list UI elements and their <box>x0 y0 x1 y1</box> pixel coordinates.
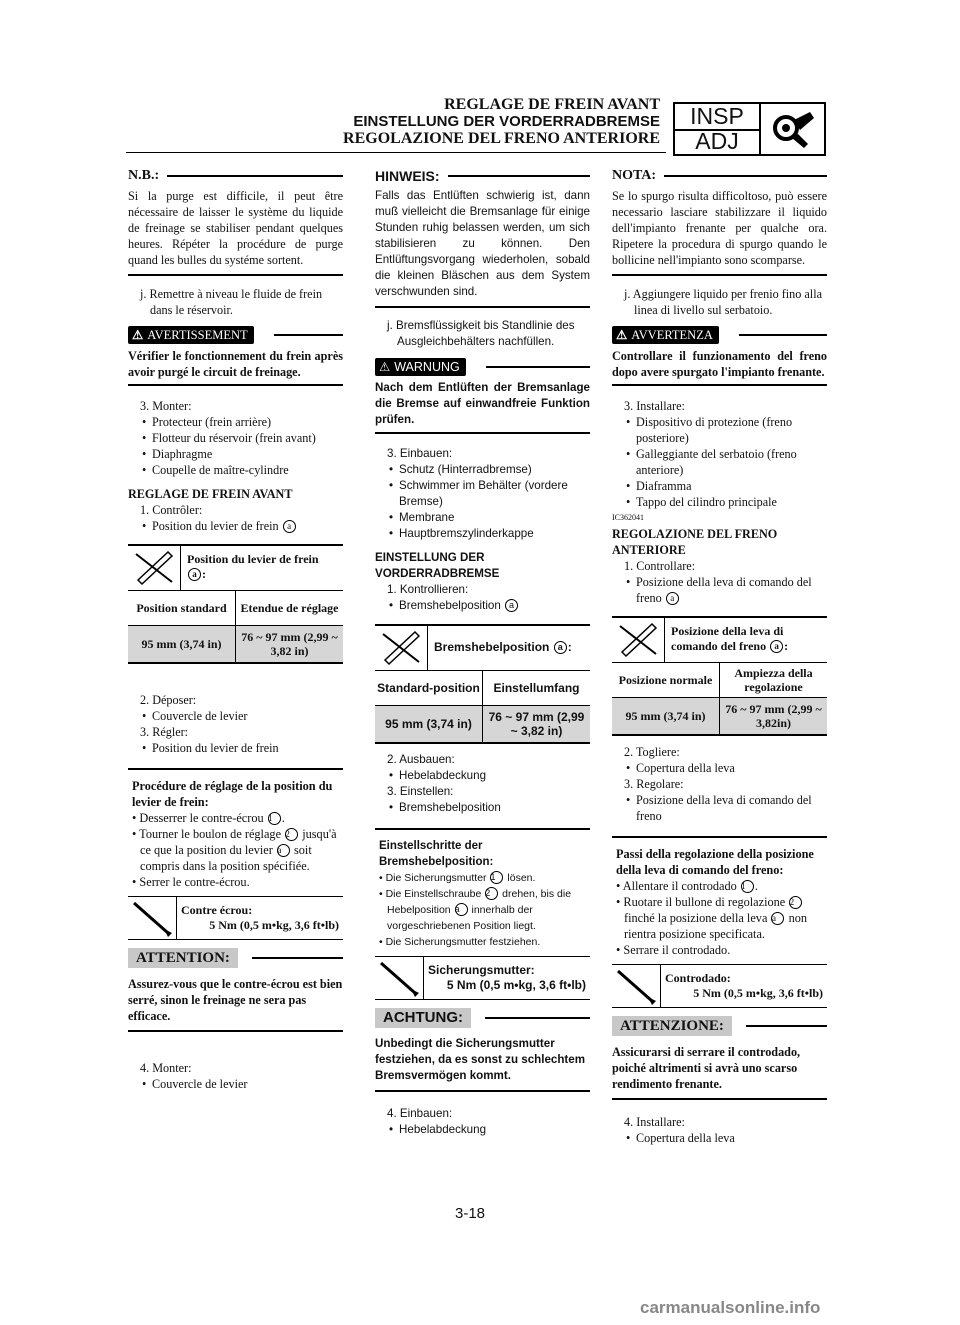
spec-header-2: Etendue de réglage <box>236 591 344 626</box>
step-3: 3. Monter: <box>140 399 192 413</box>
list-item: • Copertura della leva <box>612 1130 827 1146</box>
step-1-item: Position du levier de frein <box>152 519 279 533</box>
step-j: j. Bremsflüssigkeit bis Standlinie des Ausgleichbehälters nachfüllen. <box>387 319 575 348</box>
caution-box <box>375 1008 590 1092</box>
procedure-title: Einstellschritte der Bremshebelposition: <box>379 840 494 868</box>
step-j: j. Aggiungere liquido per frenio fino alla linea di livello sul serbatoio. <box>624 287 822 317</box>
list-item: • Protecteur (frein arrière) <box>128 414 343 430</box>
list-item: • Schutz (Hinterradbremse) <box>375 462 590 478</box>
list-item: • Coupelle de maître-cylindre <box>128 462 343 478</box>
spec-value-2: 76 ~ 97 mm (2,99 ~ 3,82 in) <box>483 706 591 743</box>
wrench-icon <box>770 110 816 150</box>
warning-text: Vérifier le fonctionnement du frein après avoir purgé le circuit de freinage. <box>128 349 343 379</box>
spec-table: Position du levier de frein a : Position standard Etendue de réglage 95 mm (3,74 in) 76 ~ 97 mm (2,99 ~ 3,82 in) <box>128 544 343 664</box>
caution-text: Assurez-vous que le contre-écrou est bien serré, sinon le freinage ne sera pas efficace. <box>128 977 343 1023</box>
spec-value-1: 95 mm (3,74 in) <box>128 626 236 663</box>
list-item: • Posizione della leva di comando del freno <box>612 792 827 824</box>
step-4: 4. Installare: <box>624 1115 685 1129</box>
install-list <box>375 462 590 542</box>
warning-tag: ⚠ WARNUNG <box>375 358 466 376</box>
badge-adj: ADJ <box>675 129 761 154</box>
note-label: NOTA: <box>612 168 657 183</box>
step-1-item: Bremshebelposition <box>399 599 501 612</box>
spec-header-2: Ampiezza della regolazione <box>720 663 828 698</box>
procedure-title: Passi della regolazione della posizione della leva di comando del freno: <box>616 847 814 877</box>
header-title-fr: REGLAGE DE FREIN AVANT <box>444 96 660 113</box>
step-1: 1. Controllare: <box>624 559 696 573</box>
spec-value-1: 95 mm (3,74 in) <box>612 698 720 735</box>
spec-title: Posizione della leva di comando del freno <box>671 624 784 653</box>
caution-box <box>128 948 343 1032</box>
header-rule <box>126 152 666 153</box>
warning-icon: ⚠ <box>132 328 144 342</box>
caution-label: ATTENZIONE: <box>612 1016 732 1036</box>
footer-watermark: carmanualsonline.info <box>640 1298 821 1317</box>
torque-spec: Contre écrou: 5 Nm (0,5 m•kg, 3,6 ft•lb) <box>128 896 343 940</box>
warning-tag: ⚠ AVVERTENZA <box>612 326 719 344</box>
note-text: Se lo spurgo risulta difficoltoso, può essere necessario lasciare stabilizzare il liquido dell'impianto frenante per qualche ora. Ripetere la procedura di spurgo quando le bollicine nell'impianto sono scomparse. <box>612 189 827 267</box>
procedure-box: Procédure de réglage de la position du levier de frein: • Desserrer le contre-écrou 1 . • Tourner le boulon de réglage 2 jusqu'à ce que la position du levier a soit compris dans la position spécifiée. • Serrer le contre-écrou. Contre écrou: 5 Nm (0,5 m•kg, 3,6 ft•lb) ATTENTION: Assurez-vous que le contre-écrou est bien serré, sinon le freinage ne sera pas efficace. <box>128 768 343 1032</box>
caution-label: ATTENTION: <box>128 948 238 968</box>
section-badge <box>673 102 826 156</box>
list-item: • Schwimmer im Behälter (vordere Bremse) <box>375 478 590 510</box>
list-item: • Flotteur du réservoir (frein avant) <box>128 430 343 446</box>
section-title: REGLAGE DE FREIN AVANT <box>128 487 293 501</box>
note-text: Falls das Entlüften schwierig ist, dann muß vielleicht die Bremsanlage für einige Stunden ruhig belassen werden, um sich stabilisieren zu können. Den Entlüftungsvorgang wiederholen, sobald die kleinen Bläschen aus dem System verschwunden sind. <box>375 189 590 298</box>
section-title: REGOLAZIONE DEL FRENO ANTERIORE <box>612 527 778 557</box>
caution-label: ACHTUNG: <box>375 1008 471 1028</box>
list-item: • Couvercle de levier <box>128 1076 343 1092</box>
spec-header-1: Posizione normale <box>612 663 720 698</box>
note-box <box>128 168 343 276</box>
warning-icon: ⚠ <box>379 360 391 374</box>
install-list <box>612 414 827 510</box>
step-j: j. Remettre à niveau le fluide de frein dans le réservoir. <box>140 287 323 317</box>
procedure-title: Procédure de réglage de la position du levier de frein: <box>132 779 333 809</box>
step-2: 2. Ausbauen: <box>387 753 455 766</box>
warning-box <box>128 326 343 386</box>
step-2: 2. Togliere: <box>624 745 680 759</box>
column-italian: NOTA: Se lo spurgo risulta difficoltoso, può essere necessario lasciare stabilizzare il liquido dell'impianto frenante per qualche ora. Ripetere la procedura di spurgo quando le bollicine nell'impianto sono scomparse. j. Aggiungere liquido per frenio fino alla linea di livello sul serbatoio. ⚠ AVVERTENZA Controllare il funzionamento del freno dopo avere spurgato l'impianto frenante. 3. Installare: • Dispositivo di protezione (freno posteriore) • Galleggiante del serbatoio (freno anteriore) • Diaframma • Tappo del cilindro principale IC362041 REGOLAZIONE DEL FRENO ANTERIORE 1. Controllare: • Posizione della leva di comando del freno a Posizione della leva di comando del freno a : Posizione normale Ampiezza della regolazione 95 mm (3,74 in) 76 ~ 97 mm (2,99 ~ 3,82in) 2. Togliere: • Copertura della leva 3. Regolare: • Posizione della leva di comando del freno Passi della regolazione della posizione della leva di comando del freno: • Allentare il controdado 1 . • Ruotare il bullone di regolazione 2 finché la posizione della leva a non rientra posizione specificata. • Serrare il controdado. Controdado: 5 Nm (0,5 m•kg, 3,6 ft•lb) ATTENZIONE: Assicurarsi di serrare il controdado, poiché altrimenti si avrà uno scarso rendimento frenante. 4. Installare: • Copertura della leva <box>612 168 827 1146</box>
procedure-box: Passi della regolazione della posizione della leva di comando del freno: • Allentare il controdado 1 . • Ruotare il bullone di regolazione 2 finché la posizione della leva a non rientra posizione specificata. • Serrare il controdado. Controdado: 5 Nm (0,5 m•kg, 3,6 ft•lb) ATTENZIONE: Assicurarsi di serrare il controdado, poiché altrimenti si avrà uno scarso rendimento frenante. <box>612 836 827 1100</box>
header-title-de: EINSTELLUNG DER VORDERRADBREMSE <box>353 113 660 130</box>
list-item: • Copertura della leva <box>612 760 827 776</box>
warning-tag: ⚠ AVERTISSEMENT <box>128 326 254 344</box>
caution-box <box>612 1016 827 1100</box>
list-item: • Couvercle de levier <box>128 708 343 724</box>
list-item: • Dispositivo di protezione (freno posteriore) <box>612 414 827 446</box>
torque-wrench-icon <box>375 957 423 999</box>
warning-box <box>612 326 827 386</box>
step-3b: 3. Einstellen: <box>387 785 454 798</box>
spec-value-2: 76 ~ 97 mm (2,99 ~ 3,82in) <box>720 698 828 735</box>
warning-text: Nach dem Entlüften der Bremsanlage die Bremse auf einwandfreie Funktion prüfen. <box>375 381 590 426</box>
list-item: • Galleggiante del serbatoio (freno anteriore) <box>612 446 827 478</box>
step-4: 4. Einbauen: <box>387 1107 453 1120</box>
step-3b: 3. Régler: <box>140 725 189 739</box>
list-item: • Bremshebelposition <box>375 800 590 816</box>
list-item: • Position du levier de frein <box>128 740 343 756</box>
list-item: • Diaphragme <box>128 446 343 462</box>
caution-text: Unbedingt die Sicherungsmutter festziehen, da es sonst zu schlechtem Bremsvermögen kommt. <box>375 1037 586 1082</box>
measure-icon <box>612 618 664 662</box>
note-box <box>612 168 827 276</box>
badge-insp: INSP <box>675 104 761 131</box>
spec-header-1: Standard-position <box>375 671 483 706</box>
torque-spec: Controdado: 5 Nm (0,5 m•kg, 3,6 ft•lb) <box>612 964 827 1008</box>
list-item: • Hauptbremszylinderkappe <box>375 526 590 542</box>
torque-wrench-icon <box>128 897 176 939</box>
note-text: Si la purge est difficile, il peut être nécessaire de laisser le système du liquide de freinage se stabiliser pendant quelques heures. Répéter la procédure de purge quand les bulles du systéme sortent. <box>128 189 343 267</box>
note-box <box>375 168 590 308</box>
procedure-box: Einstellschritte der Bremshebelposition: • Die Sicherungsmutter 1 lösen. • Die Einstellschraube 2 drehen, bis die Hebelposition a innerhalb der vorgeschriebenen Position liegt. • Die Sicherungsmutter festziehen. Sicherungsmutter: 5 Nm (0,5 m•kg, 3,6 ft•lb) ACHTUNG: Unbedingt die Sicherungsmutter festziehen, da es sonst zu schlechtem Bremsvermögen kommt. <box>375 828 590 1092</box>
warning-icon: ⚠ <box>616 328 628 342</box>
list-item: • Hebelabdeckung <box>375 768 590 784</box>
warning-box <box>375 358 590 434</box>
step-3: 3. Einbauen: <box>387 447 453 460</box>
torque-wrench-icon <box>612 965 660 1007</box>
section-code: IC362041 <box>612 513 644 522</box>
caution-text: Assicurarsi di serrare il controdado, poiché altrimenti si avrà uno scarso rendimento frenante. <box>612 1045 801 1091</box>
list-item: • Membrane <box>375 510 590 526</box>
step-1: 1. Kontrollieren: <box>387 583 469 596</box>
measure-icon <box>128 546 180 590</box>
step-2: 2. Déposer: <box>140 693 197 707</box>
spec-title: Position du levier de frein <box>187 552 319 566</box>
step-4: 4. Monter: <box>140 1061 192 1075</box>
install-list <box>128 414 343 478</box>
torque-spec: Sicherungsmutter: 5 Nm (0,5 m•kg, 3,6 ft•lb) <box>375 956 590 1000</box>
note-label: HINWEIS: <box>375 168 440 184</box>
step-1-item: Posizione della leva di comando del freno <box>636 575 812 605</box>
column-german: HINWEIS: Falls das Entlüften schwierig ist, dann muß vielleicht die Bremsanlage für einige Stunden ruhig belassen werden, um sich stabilisieren zu können. Den Entlüftungsvorgang wiederholen, sobald die kleinen Bläschen aus dem System verschwunden sind. j. Bremsflüssigkeit bis Standlinie des Ausgleichbehälters nachfüllen. ⚠ WARNUNG Nach dem Entlüften der Bremsanlage die Bremse auf einwandfreie Funktion prüfen. 3. Einbauen: • Schutz (Hinterradbremse) • Schwimmer im Behälter (vordere Bremse) • Membrane • Hauptbremszylinderkappe EINSTELLUNG DER VORDERRADBREMSE 1. Kontrollieren: • Bremshebelposition a Bremshebelposition a : Standard-position Einstellumfang 95 mm (3,74 in) 76 ~ 97 mm (2,99 ~ 3,82 in) 2. Ausbauen: • Hebelabdeckung 3. Einstellen: • Bremshebelposition Einstellschritte der Bremshebelposition: • Die Sicherungsmutter 1 lösen. • Die Einstellschraube 2 drehen, bis die Hebelposition a innerhalb der vorgeschriebenen Position liegt. • Die Sicherungsmutter festziehen. Sicherungsmutter: 5 Nm (0,5 m•kg, 3,6 ft•lb) ACHTUNG: Unbedingt die Sicherungsmutter festziehen, da es sonst zu schlechtem Bremsvermögen kommt. 4. Einbauen: • Hebelabdeckung <box>375 168 590 1138</box>
page-header <box>300 96 660 147</box>
column-french: N.B.: Si la purge est difficile, il peut être nécessaire de laisser le système du liquide de freinage se stabiliser pendant quelques heures. Répéter la procédure de purge quand les bulles du systéme sortent. j. Remettre à niveau le fluide de frein dans le réservoir. ⚠ AVERTISSEMENT Vérifier le fonctionnement du frein après avoir purgé le circuit de freinage. 3. Monter: • Protecteur (frein arrière) • Flotteur du réservoir (frein avant) • Diaphragme • Coupelle de maître-cylindre REGLAGE DE FREIN AVANT 1. Contrôler: • Position du levier de frein a Position du levier de frein a : Position standard Etendue de réglage 95 mm (3,74 in) 76 ~ 97 mm (2,99 ~ 3,82 in) 2. Déposer: • Couvercle de levier 3. Régler: • Position du levier de frein Procédure de réglage de la position du levier de frein: • Desserrer le contre-écrou 1 . • Tourner le boulon de réglage 2 jusqu'à ce que la position du levier a soit compris dans la position spécifiée. • Serrer le contre-écrou. Contre écrou: 5 Nm (0,5 m•kg, 3,6 ft•lb) ATTENTION: Assurez-vous que le contre-écrou est bien serré, sinon le freinage ne sera pas efficace. 4. Monter: • Couvercle de levier <box>128 168 343 1092</box>
step-1: 1. Contrôler: <box>140 503 203 517</box>
spec-value-1: 95 mm (3,74 in) <box>375 706 483 743</box>
spec-header-2: Einstellumfang <box>483 671 591 706</box>
header-title-it: REGOLAZIONE DEL FRENO ANTERIORE <box>343 130 660 147</box>
spec-table: Bremshebelposition a : Standard-position Einstellumfang 95 mm (3,74 in) 76 ~ 97 mm (2,99 ~ 3,82 in) <box>375 624 590 744</box>
section-title: EINSTELLUNG DER VORDERRADBREMSE <box>375 551 500 580</box>
spec-title: Bremshebelposition <box>434 640 550 654</box>
spec-header-1: Position standard <box>128 591 236 626</box>
spec-table: Posizione della leva di comando del freno a : Posizione normale Ampiezza della regolazione 95 mm (3,74 in) 76 ~ 97 mm (2,99 ~ 3,82in) <box>612 616 827 736</box>
list-item: • Hebelabdeckung <box>375 1122 590 1138</box>
note-label: N.B.: <box>128 168 160 183</box>
step-3: 3. Installare: <box>624 399 685 413</box>
spec-value-2: 76 ~ 97 mm (2,99 ~ 3,82 in) <box>236 626 344 663</box>
measure-icon <box>375 626 427 670</box>
warning-text: Controllare il funzionamento del freno dopo avere spurgato l'impianto frenante. <box>612 349 827 379</box>
page-number: 3-18 <box>455 1205 486 1222</box>
list-item: • Tappo del cilindro principale <box>612 494 827 510</box>
step-3b: 3. Regolare: <box>624 777 684 791</box>
list-item: • Diaframma <box>612 478 827 494</box>
